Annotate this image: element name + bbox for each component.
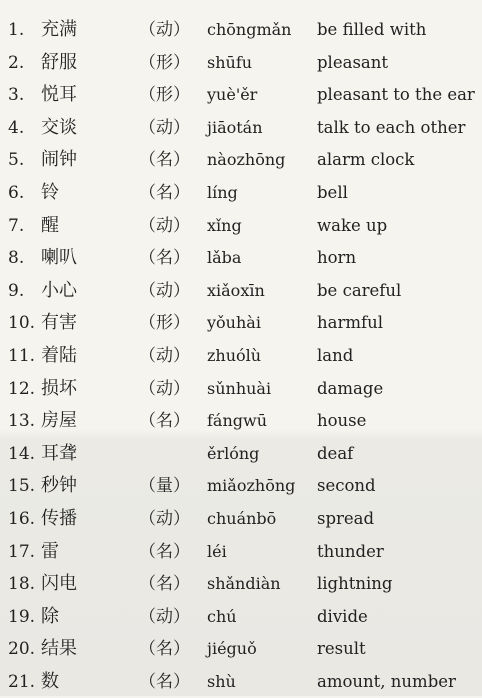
vocab-meaning: alarm clock <box>317 150 415 170</box>
vocab-meaning: lightning <box>317 574 393 594</box>
vocab-word: 秒钟 <box>41 475 77 497</box>
vocab-part-of-speech: （形） <box>139 313 190 334</box>
vocab-pinyin: léi <box>207 541 227 561</box>
vocab-pinyin: fángwū <box>207 411 268 431</box>
vocab-number: 3. <box>8 85 25 106</box>
vocab-row <box>0 47 482 80</box>
vocab-meaning: thunder <box>317 541 384 561</box>
vocab-row <box>0 307 482 340</box>
vocab-meaning: second <box>317 476 376 496</box>
vocab-row <box>0 177 482 210</box>
vocab-word: 雷 <box>41 540 59 562</box>
vocab-word: 耳聋 <box>41 442 77 464</box>
vocabulary-list <box>0 14 482 698</box>
vocab-word: 闹钟 <box>41 149 77 171</box>
vocab-part-of-speech: （名） <box>139 248 190 269</box>
vocab-part-of-speech: （动） <box>139 117 190 138</box>
vocab-pinyin: miǎozhōng <box>207 476 296 496</box>
vocab-part-of-speech: （形） <box>139 52 190 73</box>
vocab-number: 6. <box>8 182 25 203</box>
vocab-meaning: amount, number <box>317 671 456 691</box>
vocab-part-of-speech: （名） <box>139 541 190 562</box>
vocab-pinyin: líng <box>207 182 238 202</box>
vocab-row <box>0 79 482 112</box>
vocab-part-of-speech: （动） <box>139 280 190 301</box>
vocab-meaning: be filled with <box>317 20 427 39</box>
vocab-part-of-speech: （动） <box>139 508 190 529</box>
vocab-number: 5. <box>8 150 25 171</box>
vocab-part-of-speech: （名） <box>139 671 190 692</box>
vocab-meaning: pleasant <box>317 52 389 72</box>
vocab-number: 16. <box>8 508 36 529</box>
vocab-row <box>0 470 482 503</box>
vocab-meaning: be careful <box>317 280 402 300</box>
vocab-pinyin: zhuólù <box>207 345 262 365</box>
vocab-number: 15. <box>8 476 36 497</box>
vocab-number: 7. <box>8 215 25 236</box>
vocab-word: 闪电 <box>41 573 77 595</box>
vocab-word: 除 <box>41 605 59 627</box>
vocab-word: 房屋 <box>41 410 77 432</box>
vocab-pinyin: chú <box>207 606 237 626</box>
vocab-row <box>0 503 482 536</box>
vocab-word: 交谈 <box>41 116 77 138</box>
vocab-row <box>0 112 482 145</box>
vocab-meaning: talk to each other <box>317 117 466 137</box>
vocab-pinyin: chuánbō <box>207 508 277 528</box>
vocab-number: 2. <box>8 52 25 73</box>
vocab-row <box>0 373 482 406</box>
vocab-meaning: wake up <box>317 215 388 235</box>
vocab-pinyin: shǎndiàn <box>207 574 281 594</box>
vocab-part-of-speech: （名） <box>139 639 190 660</box>
vocab-part-of-speech: （量） <box>139 476 190 497</box>
vocab-meaning: spread <box>317 508 375 528</box>
vocab-meaning: horn <box>317 248 357 268</box>
vocab-pinyin: xiǎoxīn <box>207 280 265 300</box>
vocab-word: 数 <box>41 670 59 692</box>
vocab-pinyin: lǎba <box>207 248 242 268</box>
vocab-pinyin: jiéguǒ <box>207 639 257 659</box>
vocab-row <box>0 405 482 438</box>
vocab-pinyin: sǔnhuài <box>207 378 272 398</box>
vocab-part-of-speech: （动） <box>139 20 190 40</box>
vocab-row <box>0 210 482 243</box>
vocab-part-of-speech: （动） <box>139 345 190 366</box>
vocab-number: 8. <box>8 248 25 269</box>
vocab-pinyin: jiāotán <box>207 117 263 137</box>
vocab-row <box>0 601 482 634</box>
vocab-row <box>0 242 482 275</box>
vocab-part-of-speech: （名） <box>139 411 190 432</box>
vocab-number: 18. <box>8 574 36 595</box>
vocab-row <box>0 536 482 569</box>
vocab-meaning: bell <box>317 182 348 202</box>
vocab-word: 损坏 <box>41 377 77 399</box>
vocab-word: 传播 <box>41 507 77 529</box>
vocab-number: 11. <box>8 345 36 366</box>
vocab-word: 铃 <box>41 181 59 203</box>
vocab-number: 12. <box>8 378 36 399</box>
vocab-part-of-speech: （动） <box>139 378 190 399</box>
vocab-part-of-speech: （名） <box>139 150 190 171</box>
vocab-meaning: result <box>317 639 366 659</box>
vocab-part-of-speech: （形） <box>139 85 190 106</box>
vocab-pinyin: yuè'ěr <box>207 85 258 105</box>
vocab-number: 20. <box>8 639 36 660</box>
vocab-word: 醒 <box>41 214 59 236</box>
vocab-part-of-speech: （动） <box>139 215 190 236</box>
vocab-word: 有害 <box>41 312 77 334</box>
vocab-pinyin: shūfu <box>207 52 253 72</box>
vocab-number: 4. <box>8 117 25 138</box>
vocab-pinyin: yǒuhài <box>207 313 261 333</box>
vocab-row <box>0 438 482 471</box>
vocab-number: 1. <box>8 20 25 40</box>
vocab-part-of-speech: （名） <box>139 182 190 203</box>
vocab-meaning: harmful <box>317 313 384 333</box>
vocab-pinyin: xǐng <box>207 215 242 235</box>
vocab-number: 19. <box>8 606 36 627</box>
vocab-number: 10. <box>8 313 36 334</box>
vocab-row <box>0 568 482 601</box>
vocab-part-of-speech: （动） <box>139 606 190 627</box>
vocab-pinyin: ěrlóng <box>207 443 260 463</box>
vocab-word: 结果 <box>41 638 77 660</box>
vocab-row <box>0 275 482 308</box>
vocab-meaning: house <box>317 411 367 431</box>
vocab-meaning: pleasant to the ear <box>317 85 475 105</box>
vocab-row <box>0 14 482 47</box>
vocab-meaning: damage <box>317 378 384 398</box>
vocab-number: 17. <box>8 541 36 562</box>
vocab-pinyin: chōngmǎn <box>207 20 292 39</box>
vocab-meaning: deaf <box>317 443 354 463</box>
vocab-word: 充满 <box>41 19 77 40</box>
vocab-row <box>0 633 482 666</box>
vocab-row <box>0 340 482 373</box>
vocab-number: 13. <box>8 411 36 432</box>
vocab-word: 悦耳 <box>41 84 77 106</box>
vocab-meaning: land <box>317 345 354 365</box>
vocab-row <box>0 666 482 698</box>
vocab-word: 着陆 <box>41 344 77 366</box>
vocab-number: 14. <box>8 443 36 464</box>
vocab-part-of-speech: （名） <box>139 574 190 595</box>
vocab-word: 小心 <box>41 279 77 301</box>
vocab-word: 喇叭 <box>41 247 77 269</box>
vocab-word: 舒服 <box>41 51 77 73</box>
vocab-number: 9. <box>8 280 25 301</box>
vocab-number: 21. <box>8 671 36 692</box>
vocab-meaning: divide <box>317 606 368 626</box>
vocab-row <box>0 144 482 177</box>
vocab-pinyin: shù <box>207 671 236 691</box>
vocab-pinyin: nàozhōng <box>207 150 286 170</box>
